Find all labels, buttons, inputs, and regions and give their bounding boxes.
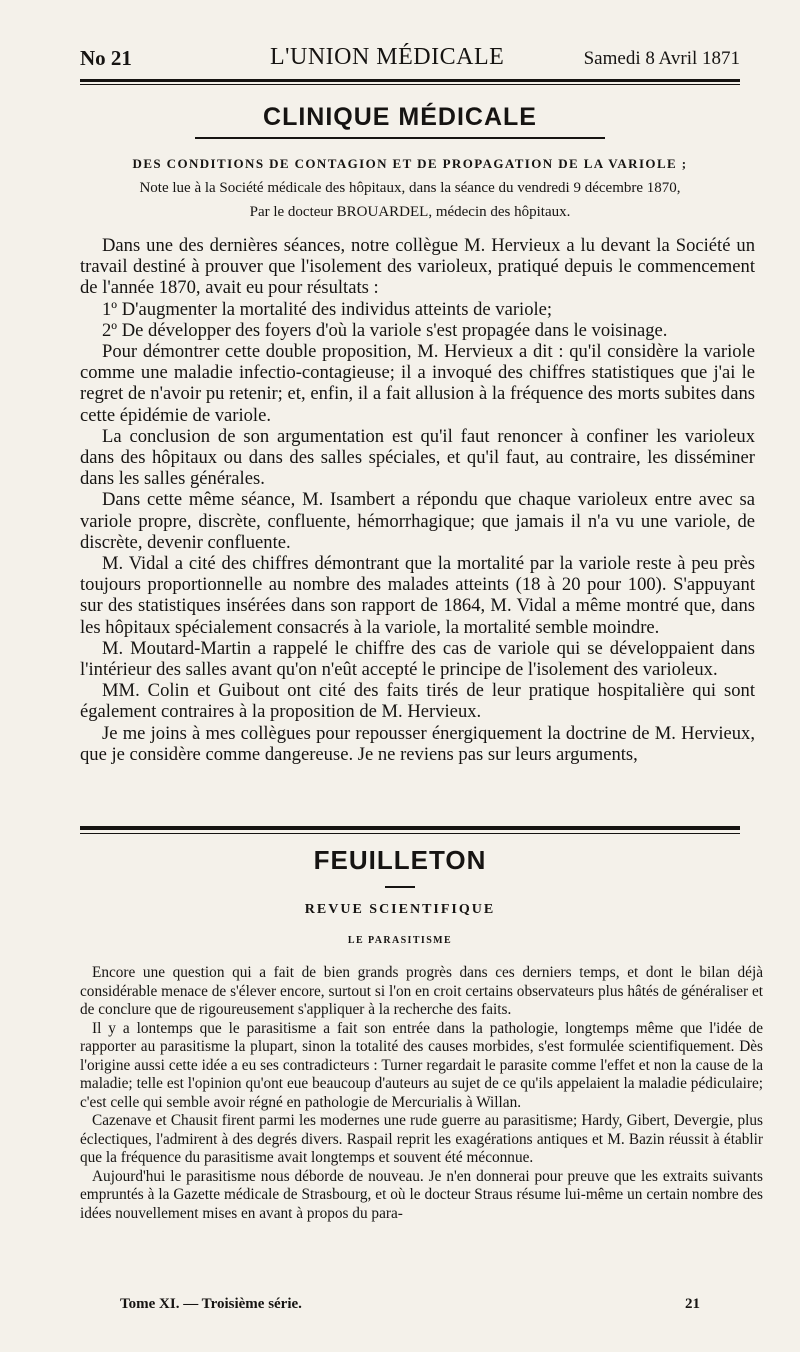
article-subtitle: DES CONDITIONS DE CONTAGION ET DE PROPAGATION DE LA VARIOLE ; — [132, 156, 688, 171]
section-title: CLINIQUE MÉDICALE — [263, 103, 537, 131]
feuilleton-topic: LE PARASITISME — [347, 935, 453, 946]
article-paragraph: La conclusion de son argumentation est qu'il faut renoncer à confiner les varioleux dans des hôpitaux ou dans des salles spéciales, et qu'il faut, au contraire, les disséminer dans les salles générales. — [80, 425, 755, 490]
feuilleton-rule-thin — [80, 833, 740, 834]
feuilleton-paragraph: Cazenave et Chausit firent parmi les modernes une rude guerre au parasitisme; Hardy, Gibert, Devergie, plus éclectiques, l'admirent à des degrés divers. Raspail reprit les exagérations antiques et M. Bazin réussit à établir que la fréquence du parasitisme avait longtemps et souvent été méconnue. — [80, 1112, 763, 1166]
article-author: Par le docteur BROUARDEL, médecin des hôpitaux. — [249, 204, 571, 220]
feuilleton-body — [80, 964, 763, 1223]
feuilleton-rule — [80, 826, 740, 830]
feuilleton-title-rule — [385, 886, 415, 888]
issue-date: Samedi 8 Avril 1871 — [583, 48, 740, 69]
header-rule-thin — [80, 84, 740, 85]
article-paragraph: MM. Colin et Guibout ont cité des faits tirés de leur pratique hospitalière qui sont également contraires à la proposition de M. Hervieux. — [80, 680, 755, 723]
article-paragraph: 2º De développer des foyers d'où la variole s'est propagée dans le voisinage. — [102, 319, 668, 341]
article-paragraph: 1º D'augmenter la mortalité des individus atteints de variole; — [102, 298, 553, 320]
article-paragraph: Pour démontrer cette double proposition, M. Hervieux a dit : qu'il considère la variole comme une maladie infectio-contagieuse; il a invoqué des chiffres statistiques que j'ai le regret de n'avoir pu retenir; et, enfin, il a fait allusion à la fréquence des morts subites dans cette épidémie de variole. — [80, 341, 755, 426]
issue-number: No 21 — [80, 46, 132, 70]
feuilleton-rubric: REVUE SCIENTIFIQUE — [304, 902, 496, 917]
volume-series: Tome XI. — Troisième série. — [120, 1296, 302, 1312]
running-header — [80, 44, 740, 78]
article-paragraph: Je me joins à mes collègues pour repousser énergiquement la doctrine de M. Hervieux, que je considère comme dangereuse. Je ne reviens pas sur leurs arguments, — [80, 722, 755, 765]
feuilleton-title: FEUILLETON — [313, 845, 487, 875]
feuilleton-paragraph: Il y a lontemps que le parasitisme a fait son entrée dans la pathologie, longtemps même que l'idée de rapporter au parasitisme la plupart, sinon la totalité des causes morbides, s'est formulée scientifiquement. Dès l'origine aussi cette idée a eu ses contradicteurs : Turner regardait le parasite comme l'effet et non la cause de la maladie; telle est l'opinion qu'ont eue beaucoup d'auteurs au sujet de ce qu'ils appelaient la maladie pédiculaire; c'est celle qui semble avoir régné en pathologie de Mercurialis à Willan. — [80, 1019, 763, 1111]
page-number: 21 — [685, 1296, 700, 1312]
article-note: Note lue à la Société médicale des hôpitaux, dans la séance du vendredi 9 décembre 1870, — [139, 180, 681, 196]
header-rule — [80, 79, 740, 82]
feuilleton-paragraph: Aujourd'hui le parasitisme nous déborde de nouveau. Je n'en donnerai pour preuve que les extraits suivants empruntés à la Gazette médicale de Strasbourg, et où le docteur Straus résume lui-même un certain nombre des idées nouvellement mises en avant à propos du para- — [80, 1167, 763, 1222]
section-title-rule — [195, 137, 605, 139]
article-paragraph: M. Vidal a cité des chiffres démontrant que la mortalité par la variole reste à peu près toujours proportionnelle au nombre des malades atteints (18 à 20 pour 100). S'appuyant sur des statistiques insérées dans son rapport de 1864, M. Vidal a même montré que, dans les hôpitaux spécialement consacrés à la variole, la mortalité semble moindre. — [80, 553, 755, 638]
article-paragraph: M. Moutard-Martin a rappelé le chiffre des cas de variole qui se développaient dans l'intérieur des salles avant qu'on n'eût accepté le principe de l'isolement des varioleux. — [80, 637, 755, 681]
article-body — [80, 235, 755, 765]
article-paragraph: Dans cette même séance, M. Isambert a répondu que chaque varioleux entre avec sa variole propre, discrète, confluente, hémorrhagique; que jamais il n'a vu une variole, de discrète, devenir confluente. — [80, 489, 755, 553]
feuilleton-paragraph: Encore une question qui a fait de bien grands progrès dans ces derniers temps, et dont le bilan déjà considérable menace de s'élever encore, surtout si l'on en croit certains observateurs plus hâtés de généraliser et de conclure que de rigoureusement s'appliquer à la recherche des faits. — [80, 964, 763, 1018]
page-footer — [120, 1296, 700, 1318]
article-paragraph: Dans une des dernières séances, notre collègue M. Hervieux a lu devant la Société un travail destiné à prouver que l'isolement des varioleux, pratiqué depuis le commencement de l'année 1870, avait eu pour résultats : — [80, 235, 755, 299]
journal-title: L'UNION MÉDICALE — [270, 44, 505, 70]
